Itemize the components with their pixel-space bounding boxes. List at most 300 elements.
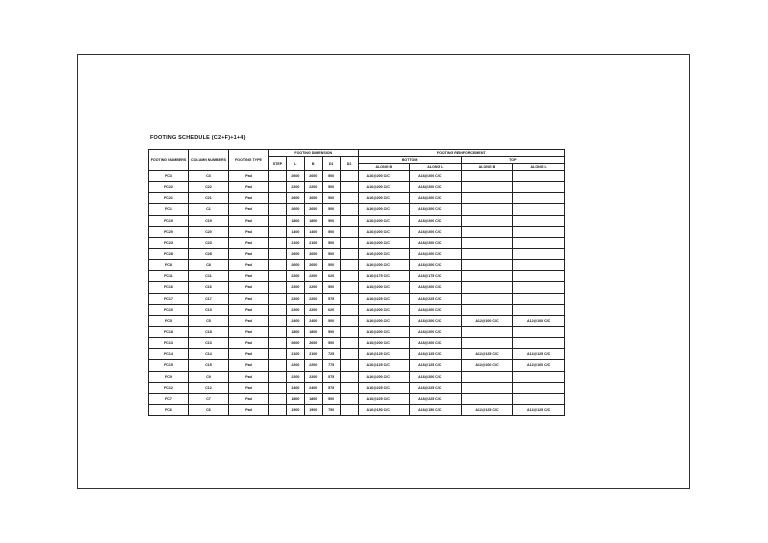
top-along-l-cell (513, 226, 565, 237)
dim-d2-cell (340, 293, 358, 304)
column-number-cell: C8 (189, 260, 229, 271)
dim-d1-cell: 750 (322, 404, 340, 415)
top-along-l-cell (513, 326, 565, 337)
column-number-cell: C11 (189, 271, 229, 282)
dim-b-cell: 2600 (304, 171, 322, 182)
bottom-along-b-cell: A16@200 C/C (358, 260, 410, 271)
dim-d2-cell (340, 215, 358, 226)
bottom-along-l-cell: A16@125 C/C (410, 349, 462, 360)
bottom-along-l-cell: A16@200 C/C (410, 315, 462, 326)
column-number-cell: C20 (189, 226, 229, 237)
bottom-along-l-cell: A16@200 C/C (410, 260, 462, 271)
dim-d2-cell (340, 338, 358, 349)
dim-d2-cell (340, 182, 358, 193)
step-cell (269, 226, 287, 237)
step-cell (269, 404, 287, 415)
footing-number-cell: FC28 (149, 248, 189, 259)
footing-type-cell: Pad (229, 248, 269, 259)
bottom-along-l-cell: A16@200 C/C (410, 304, 462, 315)
column-number-cell: C12 (189, 382, 229, 393)
top-along-b-cell (461, 193, 513, 204)
top-along-b-cell (461, 371, 513, 382)
table-row (149, 237, 565, 248)
bottom-along-l-cell: A16@200 C/C (410, 326, 462, 337)
dim-d1-cell: 500 (322, 193, 340, 204)
dim-b-cell: 2200 (304, 282, 322, 293)
table-row (149, 315, 565, 326)
dim-d1-cell: 575 (322, 382, 340, 393)
bottom-along-b-cell: A16@200 C/C (358, 282, 410, 293)
bottom-along-l-cell: A16@200 C/C (410, 226, 462, 237)
dim-d2-cell (340, 237, 358, 248)
bottom-along-b-cell: A16@200 C/C (358, 171, 410, 182)
footing-type-cell: Pad (229, 382, 269, 393)
dim-l-cell: 2100 (286, 349, 304, 360)
table-row (149, 404, 565, 415)
bottom-along-l-cell: A16@200 C/C (410, 237, 462, 248)
footing-number-cell: FC12 (149, 382, 189, 393)
bottom-along-b-cell: A16@200 C/C (358, 371, 410, 382)
dim-l-cell: 2600 (286, 193, 304, 204)
table-row (149, 326, 565, 337)
top-along-b-cell (461, 382, 513, 393)
dim-b-cell: 2200 (304, 271, 322, 282)
table-row (149, 393, 565, 404)
top-along-b-cell: A12@100 C/C (461, 360, 513, 371)
footing-number-cell: FC23 (149, 237, 189, 248)
step-cell (269, 271, 287, 282)
dim-l-cell: 2100 (286, 237, 304, 248)
dim-l-cell: 2200 (286, 304, 304, 315)
dim-d1-cell: 500 (322, 338, 340, 349)
top-along-l-cell (513, 215, 565, 226)
top-along-l-cell (513, 282, 565, 293)
bottom-along-b-cell: A16@200 C/C (358, 215, 410, 226)
top-along-b-cell: A12@125 C/C (461, 349, 513, 360)
footing-type-cell: Pad (229, 371, 269, 382)
footing-number-cell: FC1 (149, 204, 189, 215)
footing-number-cell: FC3 (149, 171, 189, 182)
table-row (149, 260, 565, 271)
column-number-cell: C14 (189, 349, 229, 360)
dim-l-cell: 2400 (286, 382, 304, 393)
table-row (149, 293, 565, 304)
dim-l-cell: 1400 (286, 226, 304, 237)
footing-type-cell: Pad (229, 237, 269, 248)
bottom-along-b-cell: A16@200 C/C (358, 193, 410, 204)
dim-d1-cell: 620 (322, 304, 340, 315)
bottom-along-b-cell: A16@150 C/C (358, 404, 410, 415)
step-cell (269, 304, 287, 315)
dim-b-cell: 1800 (304, 215, 322, 226)
top-along-l-cell (513, 271, 565, 282)
footing-type-cell: Pad (229, 326, 269, 337)
bottom-along-b-cell: A16@125 C/C (358, 360, 410, 371)
table-row (149, 338, 565, 349)
dim-d1-cell: 775 (322, 360, 340, 371)
footing-type-cell: Pad (229, 182, 269, 193)
footing-type-cell: Pad (229, 349, 269, 360)
table-row (149, 248, 565, 259)
table-row (149, 304, 565, 315)
step-cell (269, 315, 287, 326)
bottom-along-l-cell: A16@200 C/C (410, 193, 462, 204)
dim-b-cell: 2200 (304, 360, 322, 371)
bottom-along-l-cell: A16@200 C/C (410, 338, 462, 349)
dim-d2-cell (340, 371, 358, 382)
top-along-b-cell (461, 393, 513, 404)
column-number-cell: C28 (189, 248, 229, 259)
top-along-l-cell (513, 338, 565, 349)
step-cell (269, 349, 287, 360)
bottom-along-b-cell: A16@200 C/C (358, 226, 410, 237)
dim-b-cell: 2600 (304, 248, 322, 259)
dim-d2-cell (340, 360, 358, 371)
top-along-b-cell (461, 293, 513, 304)
dim-d2-cell (340, 260, 358, 271)
bottom-along-l-cell: A16@225 C/C (410, 293, 462, 304)
dim-b-cell: 2600 (304, 338, 322, 349)
footing-number-cell: FC19 (149, 215, 189, 226)
top-along-l-cell (513, 237, 565, 248)
bottom-along-b-cell: A16@200 C/C (358, 326, 410, 337)
top-along-l-cell (513, 260, 565, 271)
footing-type-cell: Pad (229, 393, 269, 404)
column-number-cell: C5 (189, 315, 229, 326)
header-footing-dimension: FOOTING DIMENSION (269, 150, 359, 157)
dim-d1-cell: 500 (322, 315, 340, 326)
bottom-along-b-cell: A16@200 C/C (358, 304, 410, 315)
bottom-along-l-cell: A16@200 C/C (410, 171, 462, 182)
dim-b-cell: 2100 (304, 237, 322, 248)
column-number-cell: C3 (189, 171, 229, 182)
bottom-along-b-cell: A16@200 C/C (358, 182, 410, 193)
table-row (149, 215, 565, 226)
header-top-along-b: ALONG B (461, 164, 513, 171)
footing-number-cell: FC10 (149, 304, 189, 315)
footing-type-cell: Pad (229, 204, 269, 215)
dim-b-cell: 2200 (304, 304, 322, 315)
footing-type-cell: Pad (229, 282, 269, 293)
top-along-b-cell (461, 204, 513, 215)
column-number-cell: C13 (189, 338, 229, 349)
dim-d2-cell (340, 193, 358, 204)
top-along-l-cell: A12@100 C/C (513, 315, 565, 326)
dim-d2-cell (340, 404, 358, 415)
dim-l-cell: 2600 (286, 204, 304, 215)
dim-b-cell: 2600 (304, 193, 322, 204)
bottom-along-l-cell: A16@225 C/C (410, 382, 462, 393)
header-dim-d2: D2 (340, 157, 358, 171)
bottom-along-l-cell: A16@200 C/C (410, 371, 462, 382)
dim-d2-cell (340, 315, 358, 326)
dim-d2-cell (340, 171, 358, 182)
step-cell (269, 293, 287, 304)
header-footing-numbers: FOOTING NUMBERS (149, 150, 189, 171)
top-along-l-cell (513, 182, 565, 193)
footing-type-cell: Pad (229, 315, 269, 326)
top-along-l-cell (513, 193, 565, 204)
dim-d1-cell: 500 (322, 204, 340, 215)
footing-number-cell: FC6 (149, 404, 189, 415)
dim-d2-cell (340, 204, 358, 215)
bottom-along-l-cell: A16@200 C/C (410, 248, 462, 259)
top-along-l-cell (513, 293, 565, 304)
dim-d1-cell: 500 (322, 260, 340, 271)
dim-l-cell: 2400 (286, 315, 304, 326)
top-along-l-cell (513, 171, 565, 182)
top-along-b-cell (461, 338, 513, 349)
header-dim-b: B (304, 157, 322, 171)
top-along-l-cell (513, 371, 565, 382)
footing-number-cell: FC8 (149, 260, 189, 271)
top-along-b-cell (461, 271, 513, 282)
dim-b-cell: 2600 (304, 260, 322, 271)
dim-d1-cell: 500 (322, 171, 340, 182)
footing-type-cell: Pad (229, 193, 269, 204)
table-row (149, 371, 565, 382)
column-number-cell: C17 (189, 293, 229, 304)
dim-d1-cell: 500 (322, 215, 340, 226)
bottom-along-l-cell: A16@200 C/C (410, 204, 462, 215)
dim-l-cell: 1900 (286, 404, 304, 415)
dim-b-cell: 2600 (304, 204, 322, 215)
header-step: STEP (269, 157, 287, 171)
dim-l-cell: 2600 (286, 248, 304, 259)
top-along-b-cell (461, 215, 513, 226)
step-cell (269, 371, 287, 382)
footing-number-cell: FC15 (149, 360, 189, 371)
footing-number-cell: FC13 (149, 338, 189, 349)
dim-b-cell: 1400 (304, 226, 322, 237)
top-along-b-cell (461, 248, 513, 259)
footing-number-cell: FC22 (149, 182, 189, 193)
dim-b-cell: 2200 (304, 293, 322, 304)
table-row (149, 282, 565, 293)
footing-number-cell: FC5 (149, 315, 189, 326)
dim-l-cell: 2600 (286, 338, 304, 349)
dim-d1-cell: 500 (322, 393, 340, 404)
step-cell (269, 360, 287, 371)
footing-type-cell: Pad (229, 260, 269, 271)
column-number-cell: C19 (189, 215, 229, 226)
dim-l-cell: 2600 (286, 260, 304, 271)
footing-number-cell: FC16 (149, 282, 189, 293)
dim-l-cell: 1800 (286, 215, 304, 226)
step-cell (269, 237, 287, 248)
schedule-body (149, 171, 565, 416)
step-cell (269, 326, 287, 337)
header-bottom-along-l: ALONG L (410, 164, 462, 171)
dim-b-cell: 2200 (304, 371, 322, 382)
column-number-cell: C10 (189, 304, 229, 315)
footing-number-cell: FC18 (149, 326, 189, 337)
footing-number-cell: FC21 (149, 193, 189, 204)
step-cell (269, 204, 287, 215)
footing-type-cell: Pad (229, 293, 269, 304)
table-row (149, 204, 565, 215)
dim-d1-cell: 620 (322, 271, 340, 282)
dim-d1-cell: 500 (322, 326, 340, 337)
column-number-cell: C6 (189, 404, 229, 415)
dim-b-cell: 2400 (304, 315, 322, 326)
dim-l-cell: 2600 (286, 171, 304, 182)
table-row (149, 382, 565, 393)
table-row (149, 193, 565, 204)
bottom-along-l-cell: A16@200 C/C (410, 282, 462, 293)
bottom-along-l-cell: A16@200 C/C (410, 182, 462, 193)
bottom-along-b-cell: A16@225 C/C (358, 382, 410, 393)
header-dim-d1: D1 (322, 157, 340, 171)
top-along-b-cell (461, 182, 513, 193)
dim-b-cell: 1800 (304, 326, 322, 337)
bottom-along-l-cell: A16@150 C/C (410, 404, 462, 415)
footing-number-cell: FC7 (149, 393, 189, 404)
bottom-along-b-cell: A16@200 C/C (358, 315, 410, 326)
top-along-l-cell (513, 304, 565, 315)
dim-d2-cell (340, 282, 358, 293)
dim-b-cell: 2100 (304, 349, 322, 360)
column-number-cell: C23 (189, 237, 229, 248)
dim-d1-cell: 500 (322, 282, 340, 293)
dim-d2-cell (340, 393, 358, 404)
footing-type-cell: Pad (229, 271, 269, 282)
top-along-l-cell (513, 393, 565, 404)
column-number-cell: C7 (189, 393, 229, 404)
footing-number-cell: FC20 (149, 226, 189, 237)
dim-d2-cell (340, 326, 358, 337)
dim-d1-cell: 500 (322, 182, 340, 193)
footing-number-cell: FC9 (149, 371, 189, 382)
step-cell (269, 393, 287, 404)
top-along-b-cell: A12@100 C/C (461, 315, 513, 326)
bottom-along-l-cell: A16@200 C/C (410, 215, 462, 226)
bottom-along-b-cell: A16@200 C/C (358, 248, 410, 259)
dim-d1-cell: 575 (322, 293, 340, 304)
top-along-b-cell (461, 237, 513, 248)
top-along-b-cell (461, 226, 513, 237)
footing-type-cell: Pad (229, 171, 269, 182)
top-along-l-cell (513, 382, 565, 393)
step-cell (269, 182, 287, 193)
dim-l-cell: 2200 (286, 293, 304, 304)
dim-b-cell: 2200 (304, 182, 322, 193)
dim-d2-cell (340, 248, 358, 259)
top-along-b-cell: A12@125 C/C (461, 404, 513, 415)
step-cell (269, 248, 287, 259)
dim-d1-cell: 500 (322, 226, 340, 237)
footing-type-cell: Pad (229, 338, 269, 349)
column-number-cell: C21 (189, 193, 229, 204)
bottom-along-b-cell: A16@200 C/C (358, 237, 410, 248)
header-column-numbers: COLUMN NUMBERS (189, 150, 229, 171)
step-cell (269, 338, 287, 349)
column-number-cell: C15 (189, 360, 229, 371)
footing-type-cell: Pad (229, 360, 269, 371)
schedule-title: FOOTING SCHEDULE (C2+F)+1+4) (150, 135, 246, 141)
dim-d2-cell (340, 382, 358, 393)
column-number-cell: C1 (189, 204, 229, 215)
footing-type-cell: Pad (229, 226, 269, 237)
step-cell (269, 215, 287, 226)
header-bottom: BOTTOM (358, 157, 461, 164)
bottom-along-l-cell: A16@225 C/C (410, 393, 462, 404)
top-along-l-cell: A12@100 C/C (513, 360, 565, 371)
dim-d2-cell (340, 349, 358, 360)
footing-number-cell: FC11 (149, 271, 189, 282)
bottom-along-b-cell: A16@225 C/C (358, 393, 410, 404)
top-along-b-cell (461, 326, 513, 337)
footing-number-cell: FC14 (149, 349, 189, 360)
dim-d1-cell: 500 (322, 237, 340, 248)
header-bottom-along-b: ALONG B (358, 164, 410, 171)
dim-l-cell: 2200 (286, 182, 304, 193)
step-cell (269, 382, 287, 393)
table-row (149, 182, 565, 193)
step-cell (269, 260, 287, 271)
bottom-along-b-cell: A16@200 C/C (358, 204, 410, 215)
dim-d2-cell (340, 271, 358, 282)
table-row (149, 360, 565, 371)
dim-d2-cell (340, 226, 358, 237)
top-along-l-cell (513, 204, 565, 215)
dim-l-cell: 2200 (286, 282, 304, 293)
dim-l-cell: 1800 (286, 393, 304, 404)
top-along-b-cell (461, 171, 513, 182)
dim-d1-cell: 500 (322, 248, 340, 259)
bottom-along-b-cell: A16@175 C/C (358, 271, 410, 282)
dim-d2-cell (340, 304, 358, 315)
top-along-l-cell: A12@125 C/C (513, 349, 565, 360)
bottom-along-l-cell: A16@175 C/C (410, 271, 462, 282)
footing-type-cell: Pad (229, 304, 269, 315)
top-along-b-cell (461, 282, 513, 293)
dim-l-cell: 2200 (286, 271, 304, 282)
column-number-cell: C9 (189, 371, 229, 382)
bottom-along-b-cell: A16@200 C/C (358, 338, 410, 349)
column-number-cell: C16 (189, 282, 229, 293)
bottom-along-b-cell: A16@225 C/C (358, 293, 410, 304)
top-along-l-cell (513, 248, 565, 259)
top-along-l-cell: A12@125 C/C (513, 404, 565, 415)
dim-b-cell: 1900 (304, 404, 322, 415)
header-dim-l: L (286, 157, 304, 171)
table-row (149, 171, 565, 182)
footing-type-cell: Pad (229, 215, 269, 226)
bottom-along-l-cell: A16@125 C/C (410, 360, 462, 371)
dim-b-cell: 1800 (304, 393, 322, 404)
dim-l-cell: 2200 (286, 360, 304, 371)
step-cell (269, 171, 287, 182)
table-row (149, 349, 565, 360)
top-along-b-cell (461, 304, 513, 315)
footing-schedule-table (148, 149, 565, 416)
dim-l-cell: 1800 (286, 326, 304, 337)
footing-number-cell: FC17 (149, 293, 189, 304)
table-row (149, 226, 565, 237)
dim-b-cell: 2400 (304, 382, 322, 393)
step-cell (269, 282, 287, 293)
table-row (149, 271, 565, 282)
header-top: TOP (461, 157, 564, 164)
bottom-along-b-cell: A16@125 C/C (358, 349, 410, 360)
step-cell (269, 193, 287, 204)
footing-type-cell: Pad (229, 404, 269, 415)
column-number-cell: C18 (189, 326, 229, 337)
header-footing-type: FOOTING TYPE (229, 150, 269, 171)
dim-d1-cell: 575 (322, 371, 340, 382)
column-number-cell: C22 (189, 182, 229, 193)
